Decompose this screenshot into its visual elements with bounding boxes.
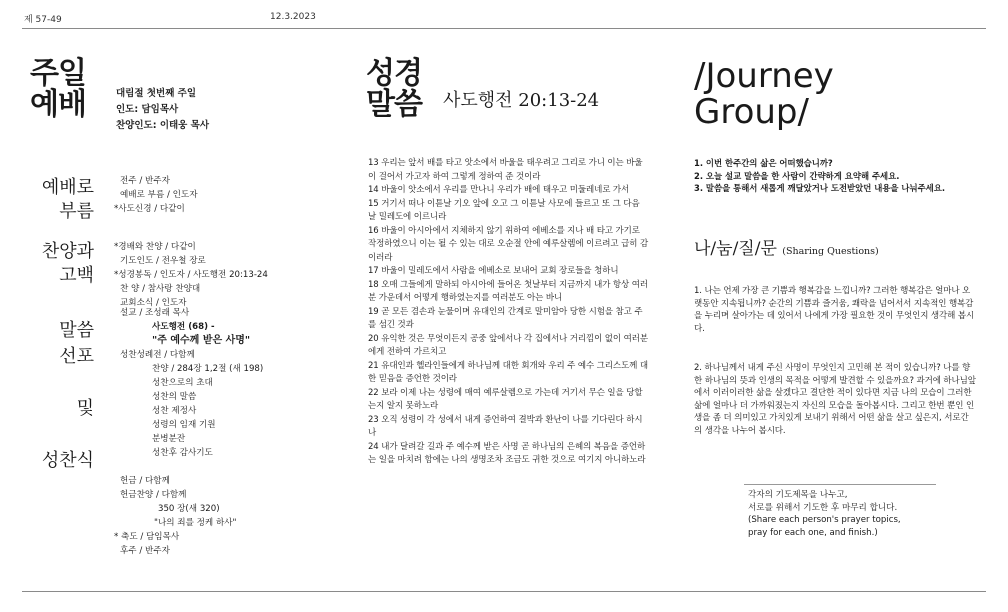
section-title-line: 성찬식 [41,450,94,471]
section-title-line: 선포 [59,346,94,367]
verse: 22 보라 이제 나는 성령에 매여 예루살렘으로 가는데 거기서 무슨 일을 당할는지 알지 못하노라 [368,387,643,411]
order-line: 성찬후 감사기도 [152,448,213,458]
sharing-question-1: 1. 나는 언제 가장 큰 기쁨과 행복감을 느낍니까? 그러한 행복감은 얼마나 오랫동안 지속됩니까? 순간의 기쁨과 즐거움, 쾌락을 넘어서서 지속적인 행복감을 누리며 살아가는 데 있어서 나에게 가장 필요한 것이 무엇인지 생각해 봅시다. [694,286,975,334]
order-line: 기도인도 / 전우철 장로 [120,256,206,266]
order-line: 성찬성례전 / 다함께 [120,350,195,360]
order-line: *사도신경 / 다같이 [114,204,185,214]
journey-title-line2: Group/ [694,92,809,132]
section-title-line: 부름 [59,201,94,222]
sharing-title-ko: 나/눔/질/문 [694,239,777,259]
journey-questions [694,157,979,195]
journey-question: 3. 말씀을 통해서 새롭게 깨달았거나 도전받았던 내용을 나눠주세요. [694,183,946,193]
journey-question: 2. 오늘 설교 말씀을 한 사람이 간략하게 요약해 주세요. [694,170,900,181]
order-line: 교회소식 / 인도자 [120,298,187,308]
top-rule [22,28,986,29]
order-line: 성찬의 말씀 [152,392,197,402]
order-line: 헌금 / 다함께 [120,476,170,486]
section-title-line [12,422,94,448]
sharing-title [694,234,879,259]
worship-info-line: 인도: 담임목사 [116,104,179,115]
scripture-title-line1: 성경 [366,56,422,91]
order-list-call [110,174,198,216]
verse: 21 유대인과 헬라인들에게 하나님께 대한 회개와 우리 주 예수 그리스도께 대한 믿음을 증언한 것이라 [368,360,648,384]
order-line: * 축도 / 담임목사 [114,532,180,542]
prayer-line: pray for each one, and finish.) [748,527,878,538]
order-line: *성경봉독 / 인도자 / 사도행전 20:13-24 [114,270,268,280]
section-title-line: 찬양과 [41,241,94,262]
order-line: "주 예수께 받은 사명" [152,335,251,346]
section-title-praise [12,240,94,288]
order-line: 350 장(새 320) [158,504,220,514]
verse: 19 곧 모든 겸손과 눈물이며 유대인의 간계로 말미암아 당한 시험을 참고 주를 섬긴 것과 [368,306,643,330]
sharing-question-2: 2. 하나님께서 내게 주신 사명이 무엇인지 고민해 본 적이 있습니까? 나를 향한 하나님의 뜻과 인생의 목적을 어떻게 발견할 수 있을까요? 과거에 하나님앞에서 이러이러한 삶을 살겠다고 결단한 적이 있다면 지금 나의 모습이 그러한 삶에 얼마나 더 가까워졌는지 자신의 모습을 돌아봅시다. 그리고 한번 뿐인 인생을 좀 더 의미있고 가치있게 보내기 위해서 어떤 삶을 살고 싶은지, 서로간의 생각을 나누어 봅시다. [694,363,976,436]
scripture-title [366,58,422,120]
verse: 24 내가 달려갈 길과 주 예수께 받은 사명 곧 하나님의 은혜의 복음을 증언하는 일을 마치려 함에는 나의 생명조차 조금도 귀한 것으로 여기지 아니하노라 [368,441,646,465]
verse: 13 우리는 앞서 배를 타고 앗소에서 바울을 태우려고 그리로 가니 이는 바울이 걸어서 가고자 하여 그렇게 정하여 준 것이라 [368,158,643,182]
verse: 20 유익한 것은 무엇이든지 공중 앞에서나 각 집에서나 거리낌이 없이 여러분에게 전하여 가르치고 [368,333,648,357]
sharing-title-en: (Sharing Questions) [782,246,879,257]
prayer-line: (Share each person's prayer topics, [748,515,901,525]
order-line [110,460,263,474]
verse: 15 거기서 떠나 이튿날 기오 앞에 오고 그 이튿날 사모에 들르고 또 그 다음 날 밀레도에 이르니라 [368,198,640,222]
journey-question: 1. 이번 한주간의 삶은 어떠했습니까? [694,158,833,168]
section-title-line: 고백 [59,265,94,286]
order-line: 성찬 제정사 [152,406,197,416]
worship-info-line: 대림절 첫번째 주일 [116,88,197,99]
section-title-line: 예배로 [41,177,94,198]
prayer-note [748,489,901,539]
order-line: 분병분잔 [152,434,186,444]
section-title-line [12,370,94,396]
scripture-reference: 사도행전 20:13-24 [443,90,600,111]
prayer-divider [744,484,936,485]
prayer-line: 각자의 기도제목을 나누고, [748,490,848,500]
worship-title [30,58,86,120]
section-title-line: 및 [76,398,94,419]
worship-info-line: 찬양인도: 이태웅 목사 [116,120,210,131]
order-line: 성찬으로의 초대 [152,378,213,388]
verse: 17 바울이 밀레도에서 사람을 에베소로 보내어 교회 장로들을 청하니 [368,266,619,276]
order-line: 헌금찬양 / 다함께 [120,490,187,500]
worship-title-line2: 예배 [30,87,86,122]
order-line: 후주 / 반주자 [120,546,170,556]
order-line: 찬양 / 284장 1,2절 (새 198) [152,364,264,374]
journey-title [694,58,834,130]
order-line: 설교 / 조성래 목사 [120,308,190,318]
scripture-verses [368,157,650,468]
issue-number: 제 57-49 [24,15,62,25]
order-list-word [110,306,263,558]
scripture-title-line2: 말씀 [366,87,422,122]
order-line: 사도행전 (68) - [152,322,215,332]
order-line: 전주 / 반주자 [120,176,170,186]
verse: 23 오직 성령이 각 성에서 내게 증언하여 결박과 환난이 나를 기다린다 하시나 [368,414,643,438]
bulletin-date: 12.3.2023 [270,12,316,22]
bottom-rule [22,591,986,592]
order-line: 성령의 임재 기원 [152,420,216,430]
prayer-line: 서로를 위해서 기도한 후 마무리 합니다. [748,502,898,513]
section-title-call [12,176,94,224]
verse: 18 오매 그들에게 말하되 아시아에 들어온 첫날부터 지금까지 내가 항상 여러분 가운데서 어떻게 행하였는지를 여러분도 아는 바니 [368,279,648,303]
section-title-word [12,318,94,474]
worship-title-line1: 주일 [30,56,86,91]
order-list-praise [110,240,268,310]
verse: 16 바울이 아시아에서 지체하지 않기 위하여 에베소를 지나 배 타고 가기로 작정하였으니 이는 될 수 있는 대로 오순절 안에 예루살렘에 이르려고 급히 감이러라 [368,225,649,263]
worship-info [116,86,209,134]
order-line: 찬 양 / 참사랑 찬양대 [120,284,201,294]
order-line: 예배로 부름 / 인도자 [120,190,198,200]
verse: 14 바울이 앗소에서 우리를 만나니 우리가 배에 태우고 미둘레네로 가서 [368,185,630,195]
order-line: "나의 죄를 정케 하사" [154,518,237,528]
order-line: *경배와 찬양 / 다같이 [114,242,196,252]
section-title-line: 말씀 [59,320,94,341]
journey-title-line1: /Journey [694,56,834,96]
